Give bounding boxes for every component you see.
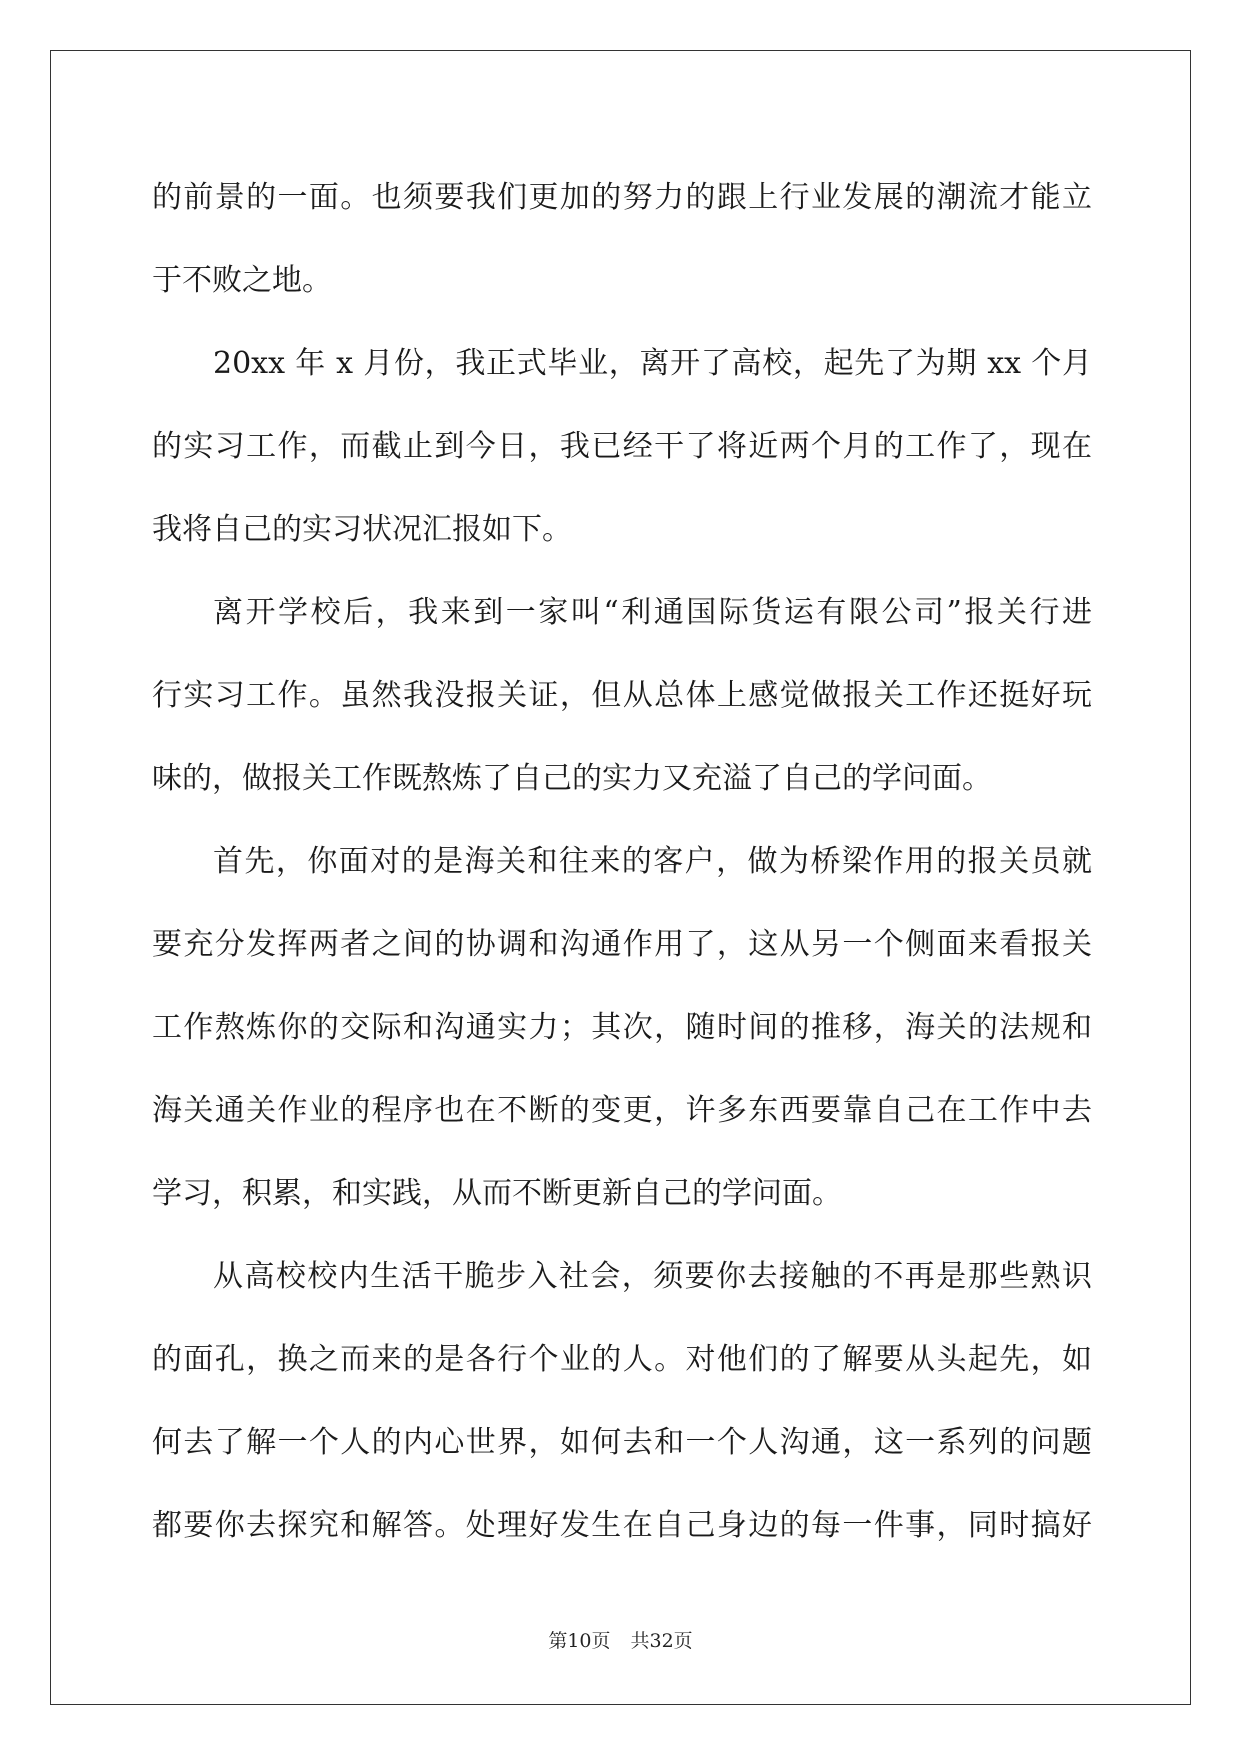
page-footer [0, 1626, 1241, 1653]
text-line: 离开学校后，我来到一家叫“利通国际货运有限公司”报关行进 [213, 595, 1092, 630]
text-line: 工作熬炼你的交际和沟通实力；其次，随时间的推移，海关的法规和 [152, 1010, 1092, 1045]
page-number-total: 共32页 [630, 1630, 693, 1652]
text-line: 首先，你面对的是海关和往来的客户，做为桥梁作用的报关员就 [213, 844, 1092, 879]
text-line: 的实习工作，而截止到今日，我已经干了将近两个月的工作了，现在 [152, 429, 1092, 464]
document-body [152, 156, 1092, 1567]
text-line: 要充分发挥两者之间的协调和沟通作用了，这从另一个侧面来看报关 [152, 927, 1092, 962]
text-line: 味的，做报关工作既熬炼了自己的实力又充溢了自己的学问面。 [152, 761, 992, 796]
text-line: 的前景的一面。也须要我们更加的努力的跟上行业发展的潮流才能立 [152, 180, 1092, 215]
text-line: 都要你去探究和解答。处理好发生在自己身边的每一件事，同时搞好 [152, 1508, 1092, 1543]
text-line: 何去了解一个人的内心世界，如何去和一个人沟通，这一系列的问题 [152, 1425, 1092, 1460]
text-line: 的面孔，换之而来的是各行个业的人。对他们的了解要从头起先，如 [152, 1342, 1092, 1377]
text-line: 于不败之地。 [152, 263, 332, 298]
text-line: 海关通关作业的程序也在不断的变更，许多东西要靠自己在工作中去 [152, 1093, 1092, 1128]
text-line: 行实习工作。虽然我没报关证，但从总体上感觉做报关工作还挺好玩 [152, 678, 1092, 713]
text-line: 从高校校内生活干脆步入社会，须要你去接触的不再是那些熟识 [213, 1259, 1092, 1294]
text-line: 学习，积累，和实践，从而不断更新自己的学问面。 [152, 1176, 842, 1211]
text-line: 我将自己的实习状况汇报如下。 [152, 512, 572, 547]
page-number-current: 第10页 [548, 1630, 611, 1652]
text-line: 20xx 年 x 月份，我正式毕业，离开了高校，起先了为期 xx 个月 [213, 346, 1092, 381]
